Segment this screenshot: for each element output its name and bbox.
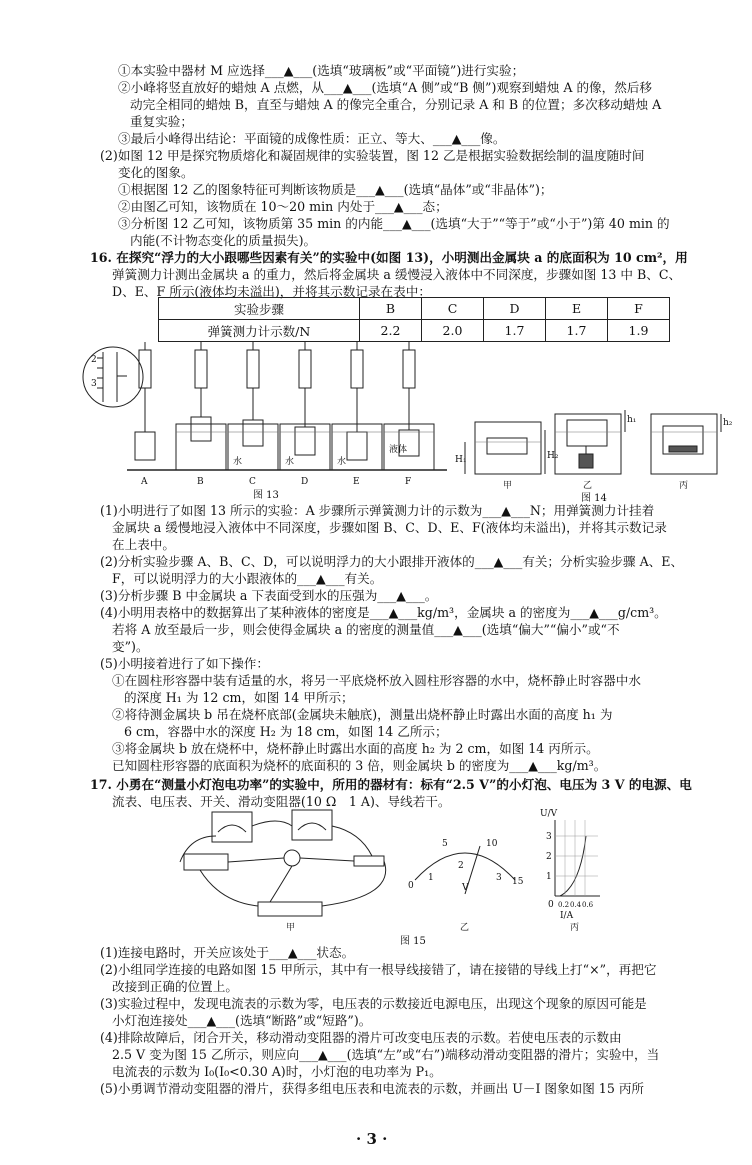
table-header-cell: E [546,298,608,320]
scale-mark: 3 [91,379,97,389]
height-mark: h₂ [723,418,733,428]
voltmeter [292,810,332,840]
step-label: F [405,477,412,487]
step-label: C [249,477,256,487]
text-line: ①本实验中器材 M 应选择___▲___(选填“玻璃板”或“平面镜”)进行实验； [118,63,525,78]
text-line: ②将待测金属块 b 吊在烧杯底部(金属块未触底)，测量出烧杯静止时露出水面的高度 h₁ 为 [112,707,613,722]
table-header-cell: C [422,298,484,320]
figure-caption: 图 15 [400,936,426,947]
text-line: 动完全相同的蜡烛 B，直至与蜡烛 A 的像完全重合，分别记录 A 和 B 的位置；多次移动蜡烛 A [130,97,662,112]
graph-xlabel: I/A [560,911,574,921]
table-cell: 弹簧测力计示数/N [159,320,360,342]
table-header-cell: 实验步骤 [159,298,360,320]
lamp [284,850,300,866]
sub-label: 甲 [286,923,296,933]
depth-mark: H₁ [455,455,467,465]
table-header-cell: F [608,298,670,320]
text-line: 已知圆柱形容器的底面积为烧杯的底面积的 3 倍，则金属块 b 的密度为___▲___kg/m³。 [112,758,607,773]
depth-mark: H₂ [547,451,559,461]
dial-tick: 3 [496,873,502,883]
sub-label: 甲 [503,481,513,491]
text-line: 变”)。 [112,639,149,654]
rheostat [258,902,322,916]
text-line: 在上表中。 [112,537,175,552]
liquid-label: 水 [233,457,243,467]
figure-15 [160,806,600,950]
text-line: ①在圆柱形容器中装有适量的水，将另一平底烧杯放入圆柱形容器的水中，烧杯静止时容器中水 [112,673,641,688]
sub-label: 丙 [679,481,689,491]
sub-label: 丙 [570,923,580,933]
page-number: · 3 · [356,1130,388,1148]
graph-xtick: 0.6 [582,901,594,909]
text-line: 的深度 H₁ 为 12 cm，如图 14 甲所示； [124,690,354,705]
scale-mark: 2 [91,355,97,365]
dial-tick: 5 [442,839,448,849]
text-line: F，可以说明浮力的大小跟液体的___▲___有关。 [112,571,383,586]
graph-ylabel: U/V [540,809,558,819]
dial-tick: 10 [486,839,498,849]
text-line: 变化的图象。 [118,165,194,180]
text-line: (5)小明接着进行了如下操作： [100,656,269,671]
text-line: (1)小明进行了如图 13 所示的实验：A 步骤所示弹簧测力计的示数为___▲___N；用弹簧测力计挂着 [100,503,655,518]
text-line: 改接到正确的位置上。 [112,979,238,994]
text-line: D、E、F 所示(液体均未溢出)，并将其示数记录在表中： [112,284,431,299]
graph-xtick: 0.4 [570,901,582,909]
figure-14 [455,392,745,504]
text-line: ①根据图 12 乙的图象特征可判断该物质是___▲___(选填“晶体”或“非晶体”)； [118,182,553,197]
text-line: (2)分析实验步骤 A、B、C、D，可以说明浮力的大小跟排开液体的___▲___有关；分析实验步骤 A、E、 [100,554,684,569]
text-line: 2.5 V 变为图 15 乙所示，则应向___▲___(选填“左”或“右”)端移动滑动变阻器的滑片；实验中，当 [112,1047,660,1062]
text-line: (2)如图 12 甲是探究物质熔化和凝固规律的实验装置，图 12 乙是根据实验数据绘制的温度随时间 [100,148,645,163]
graph-ytick: 2 [546,852,552,862]
dial-tick: 0 [408,881,414,891]
spring-scale-table [158,297,670,342]
table-header-cell: D [484,298,546,320]
text-line: (5)小勇调节滑动变阻器的滑片，获得多组电压表和电流表的示数，并画出 U－I 图象如图 15 丙所 [100,1081,645,1096]
dial-tick: 1 [428,873,434,883]
text-line: (3)实验过程中，发现电流表的示数为零，电压表的示数接近电源电压，出现这个现象的原因可能是 [100,996,647,1011]
switch [354,856,384,866]
text-line: (3)分析步骤 B 中金属块 a 下表面受到水的压强为___▲___。 [100,588,438,603]
text-line: 流表、电压表、开关、滑动变阻器(10 Ω 1 A)、导线若干。 [112,794,451,809]
text-line: ②由图乙可知，该物质在 10～20 min 内处于___▲___态； [118,199,448,214]
step-label: E [353,477,360,487]
figure-13 [75,342,455,500]
text-line: 内能(不计物态变化的质量损失)。 [130,233,317,248]
step-label: D [301,477,309,487]
figure-caption: 图 14 [581,493,607,504]
table-cell: 2.2 [360,320,422,342]
text-line: (2)小组同学连接的电路如图 15 甲所示，其中有一根导线接错了，请在接错的导线上打“×”，再把它 [100,962,657,977]
text-line: ②小峰将竖直放好的蜡烛 A 点燃，从___▲___(选填“A 侧”或“B 侧”)观察到蜡烛 A 的像，然后移 [118,80,653,95]
battery [184,854,228,870]
text-line: 金属块 a 缓慢地浸入液体中不同深度，步骤如图 B、C、D、E、F(液体均未溢出)，并将其示数记录 [112,520,667,535]
text-line: (4)小明用表格中的数据算出了某种液体的密度是___▲___kg/m³，金属块 a 的密度为___▲___g/cm³。 [100,605,667,620]
dial-tick: 15 [512,877,524,887]
table-cell: 1.7 [484,320,546,342]
table-cell: 2.0 [422,320,484,342]
liquid-label: 液体 [389,445,408,455]
text-line: ③分析图 12 乙可知，该物质第 35 min 的内能___▲___(选填“大于”“等于”或“小于”)第 40 min 的 [118,216,670,231]
text-line: 若将 A 放至最后一步，则会使得金属块 a 的密度的测量值___▲___(选填“偏大”“偏小”或“不 [112,622,620,637]
dial-unit: V [462,883,469,893]
text-line: 弹簧测力计测出金属块 a 的重力，然后将金属块 a 缓慢浸入液体中不同深度，步骤如图 13 中 B、C、 [112,267,682,282]
graph-xtick: 0.2 [558,901,570,909]
text-line: ③将金属块 b 放在烧杯中，烧杯静止时露出水面的高度 h₂ 为 2 cm，如图 14 丙所示。 [112,741,599,756]
figure-caption: 图 13 [253,490,279,500]
question-17: 17. 小勇在“测量小灯泡电功率”的实验中，所用的器材有：标有“2.5 V”的小灯泡、电压为 3 V 的电源、电 [90,777,692,792]
table-cell: 1.7 [546,320,608,342]
question-16: 16. 在探究“浮力的大小跟哪些因素有关”的实验中(如图 13)，小明测出金属块 a 的底面积为 10 cm²，用 [90,250,688,265]
text-line: ③最后小峰得出结论：平面镜的成像性质：正立、等大、___▲___像。 [118,131,506,146]
graph-ytick: 3 [546,832,552,842]
sub-label: 乙 [460,923,470,933]
text-line: 小灯泡连接处___▲___(选填“断路”或“短路”)。 [112,1013,372,1028]
text-line: 重复实验； [130,114,193,129]
table-header-cell: B [360,298,422,320]
text-line: 6 cm，容器中水的深度 H₂ 为 18 cm，如图 14 乙所示； [124,724,448,739]
step-label: B [197,477,204,487]
text-line: 电流表的示数为 I₀(I₀<0.30 A)时，小灯泡的电功率为 P₁。 [112,1064,442,1079]
text-line: (4)排除故障后，闭合开关，移动滑动变阻器的滑片可改变电压表的示数。若使电压表的示数由 [100,1030,622,1045]
graph-ytick: 1 [546,872,552,882]
liquid-label: 水 [337,457,347,467]
step-label: A [141,477,148,487]
liquid-label: 水 [285,457,295,467]
ammeter [212,812,252,842]
text-line: (1)连接电路时，开关应该处于___▲___状态。 [100,945,355,960]
dial-tick: 2 [458,861,464,871]
height-mark: h₁ [627,415,637,425]
sub-label: 乙 [583,481,593,491]
table-cell: 1.9 [608,320,670,342]
graph-origin: 0 [548,900,554,910]
